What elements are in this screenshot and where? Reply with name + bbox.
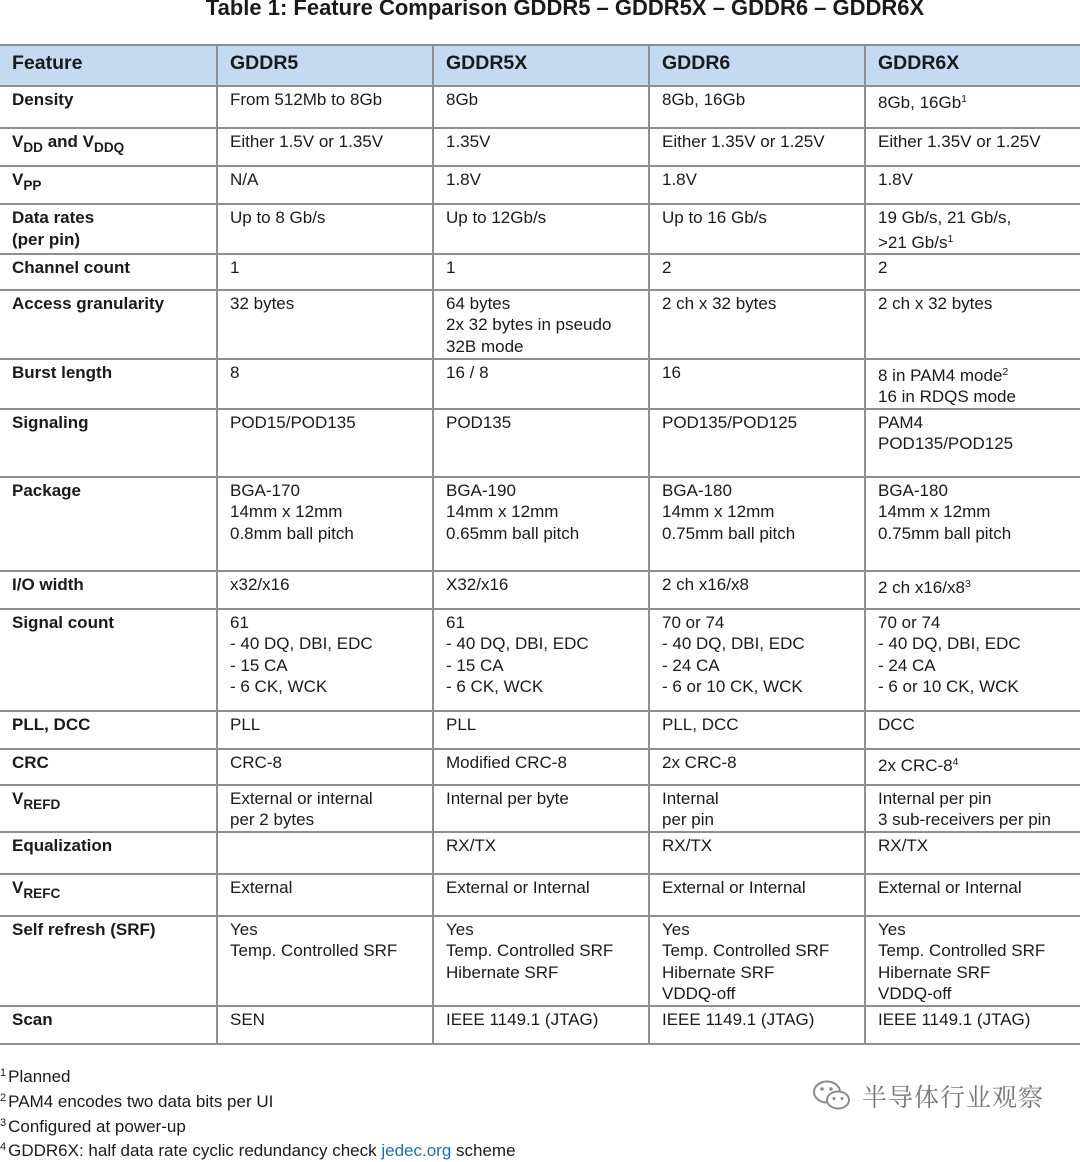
cell-gddr6: 1.8V <box>649 166 865 204</box>
feature-label: $V_{REFD}$ <box>0 785 217 832</box>
table-row <box>0 290 1080 359</box>
cell-gddr5: 61 - 40 DQ, DBI, EDC - 15 CA - 6 CK, WCK <box>217 609 433 711</box>
table-row <box>0 1006 1080 1044</box>
table-row <box>0 916 1080 1006</box>
table-row <box>0 749 1080 785</box>
wechat-icon <box>812 1079 852 1113</box>
feature-label: $V_{PP}$ <box>0 166 217 204</box>
cell-gddr6x: 2x CRC-$8^4$ <box>865 749 1080 785</box>
cell-gddr6x: External or Internal <box>865 874 1080 916</box>
cell-gddr6: Yes Temp. Controlled SRF Hibernate SRF VDDQ-off <box>649 916 865 1006</box>
cell-gddr6: IEEE 1149.1 (JTAG) <box>649 1006 865 1044</box>
cell-gddr5x: POD135 <box>433 409 649 477</box>
cell-gddr6: PLL, DCC <box>649 711 865 749</box>
cell-gddr6x: RX/TX <box>865 832 1080 874</box>
cell-gddr5x: PLL <box>433 711 649 749</box>
watermark-text: 半导体行业观察 <box>862 1084 1045 1112</box>
cell-gddr6: 2x CRC-8 <box>649 749 865 785</box>
cell-gddr6: Internal per pin <box>649 785 865 832</box>
cell-gddr6x: 2 ch x 32 bytes <box>865 290 1080 359</box>
cell-gddr6: Up to 16 Gb/s <box>649 204 865 254</box>
cell-gddr5x: X32/x16 <box>433 571 649 609</box>
cell-gddr5x: Up to 12Gb/s <box>433 204 649 254</box>
feature-label: Data rates (per pin) <box>0 204 217 254</box>
cell-gddr6: POD135/POD125 <box>649 409 865 477</box>
cell-gddr5x: 8Gb <box>433 86 649 128</box>
feature-label: PLL, DCC <box>0 711 217 749</box>
table-row <box>0 166 1080 204</box>
header-row <box>0 45 1080 86</box>
cell-gddr5: CRC-8 <box>217 749 433 785</box>
feature-label: Signaling <box>0 409 217 477</box>
cell-gddr6x: BGA-180 14mm x 12mm 0.75mm ball pitch <box>865 477 1080 571</box>
cell-gddr5x: 1 <box>433 254 649 290</box>
cell-gddr5: 32 bytes <box>217 290 433 359</box>
cell-gddr5x: 61 - 40 DQ, DBI, EDC - 15 CA - 6 CK, WCK <box>433 609 649 711</box>
footnote-4: $^4$ GDDR6X: half data rate cyclic redundancy check jedec.org scheme <box>0 1141 516 1161</box>
cell-gddr5x: 1.8V <box>433 166 649 204</box>
table-row <box>0 359 1080 409</box>
cell-gddr6: External or Internal <box>649 874 865 916</box>
cell-gddr5x: 64 bytes 2x 32 bytes in pseudo 32B mode <box>433 290 649 359</box>
cell-gddr6: RX/TX <box>649 832 865 874</box>
cell-gddr6: 70 or 74 - 40 DQ, DBI, EDC - 24 CA - 6 or 10 CK, WCK <box>649 609 865 711</box>
cell-gddr5x: 16 / 8 <box>433 359 649 409</box>
cell-gddr6x: 1.8V <box>865 166 1080 204</box>
cell-gddr5: Yes Temp. Controlled SRF <box>217 916 433 1006</box>
cell-gddr5: SEN <box>217 1006 433 1044</box>
cell-gddr6: BGA-180 14mm x 12mm 0.75mm ball pitch <box>649 477 865 571</box>
footnote-2: $^2$ PAM4 encodes two data bits per UI <box>0 1091 274 1111</box>
header-feature: Feature <box>0 45 217 86</box>
cell-gddr5x: RX/TX <box>433 832 649 874</box>
table-row <box>0 609 1080 711</box>
footnotes <box>0 1063 516 1162</box>
jedec-link[interactable]: jedec.org <box>381 1141 452 1161</box>
cell-gddr6: 2 ch x 32 bytes <box>649 290 865 359</box>
cell-gddr5x: 1.35V <box>433 128 649 166</box>
cell-gddr5: PLL <box>217 711 433 749</box>
cell-gddr6: 2 ch x16/x8 <box>649 571 865 609</box>
cell-gddr5: Either 1.5V or 1.35V <box>217 128 433 166</box>
cell-gddr6x: Internal per pin 3 sub-receivers per pin <box>865 785 1080 832</box>
cell-gddr6x: 8 in PAM4 mode$^2$ 16 in RDQS mode <box>865 359 1080 409</box>
table-body <box>0 86 1080 1044</box>
feature-label: $V_{REFC}$ <box>0 874 217 916</box>
cell-gddr6x: 70 or 74 - 40 DQ, DBI, EDC - 24 CA - 6 or 10 CK, WCK <box>865 609 1080 711</box>
table-row <box>0 711 1080 749</box>
table-row <box>0 128 1080 166</box>
feature-label: Signal count <box>0 609 217 711</box>
feature-label: Density <box>0 86 217 128</box>
feature-label: $V_{DD}$ and $V_{DDQ}$ <box>0 128 217 166</box>
cell-gddr6: 2 <box>649 254 865 290</box>
cell-gddr6: Either 1.35V or 1.25V <box>649 128 865 166</box>
table-row <box>0 254 1080 290</box>
feature-label: CRC <box>0 749 217 785</box>
table-row <box>0 785 1080 832</box>
feature-label: Burst length <box>0 359 217 409</box>
table-row <box>0 571 1080 609</box>
cell-gddr5: From 512Mb to 8Gb <box>217 86 433 128</box>
cell-gddr5: 8 <box>217 359 433 409</box>
cell-gddr5x: Yes Temp. Controlled SRF Hibernate SRF <box>433 916 649 1006</box>
table-title: Table 1: Feature Comparison GDDR5 – GDDR5X – GDDR6 – GDDR6X <box>205 0 925 20</box>
cell-gddr5x: Internal per byte <box>433 785 649 832</box>
header-gddr6: GDDR6 <box>649 45 865 86</box>
cell-gddr6x: PAM4 POD135/POD125 <box>865 409 1080 477</box>
cell-gddr6x: DCC <box>865 711 1080 749</box>
cell-gddr5: BGA-170 14mm x 12mm 0.8mm ball pitch <box>217 477 433 571</box>
footnote-1: $^1$ Planned <box>0 1067 71 1086</box>
table-row <box>0 874 1080 916</box>
header-gddr5x: GDDR5X <box>433 45 649 86</box>
cell-gddr5: 1 <box>217 254 433 290</box>
cell-gddr5 <box>217 832 433 874</box>
cell-gddr6x: 19 Gb/s, 21 Gb/s, >21 $Gb/s^1$ <box>865 204 1080 254</box>
cell-gddr6: 16 <box>649 359 865 409</box>
cell-gddr5: External or internal per 2 bytes <box>217 785 433 832</box>
cell-gddr5: N/A <box>217 166 433 204</box>
cell-gddr5: x32/x16 <box>217 571 433 609</box>
cell-gddr5x: BGA-190 14mm x 12mm 0.65mm ball pitch <box>433 477 649 571</box>
feature-label: Access granularity <box>0 290 217 359</box>
feature-label: Package <box>0 477 217 571</box>
cell-gddr5: External <box>217 874 433 916</box>
table-row <box>0 409 1080 477</box>
cell-gddr6x: IEEE 1149.1 (JTAG) <box>865 1006 1080 1044</box>
cell-gddr6: 8Gb, 16Gb <box>649 86 865 128</box>
header-gddr5: GDDR5 <box>217 45 433 86</box>
cell-gddr5: Up to 8 Gb/s <box>217 204 433 254</box>
feature-label: Self refresh (SRF) <box>0 916 217 1006</box>
cell-gddr6x: Either 1.35V or 1.25V <box>865 128 1080 166</box>
table-row <box>0 832 1080 874</box>
cell-gddr6x: Yes Temp. Controlled SRF Hibernate SRF VDDQ-off <box>865 916 1080 1006</box>
cell-gddr6x: 2 ch $x16/x8^3$ <box>865 571 1080 609</box>
feature-label: Scan <box>0 1006 217 1044</box>
cell-gddr5: POD15/POD135 <box>217 409 433 477</box>
feature-label: Channel count <box>0 254 217 290</box>
table-row <box>0 204 1080 254</box>
feature-label: I/O width <box>0 571 217 609</box>
table-row <box>0 477 1080 571</box>
feature-comparison-table <box>0 44 1080 1045</box>
cell-gddr5x: External or Internal <box>433 874 649 916</box>
header-gddr6x: GDDR6X <box>865 45 1080 86</box>
footnote-3: $^3$ Configured at power-up <box>0 1116 186 1136</box>
cell-gddr5x: Modified CRC-8 <box>433 749 649 785</box>
cell-gddr5x: IEEE 1149.1 (JTAG) <box>433 1006 649 1044</box>
table-row <box>0 86 1080 128</box>
cell-gddr6x: 8Gb, 16Gb$^1$ <box>865 86 1080 128</box>
feature-label: Equalization <box>0 832 217 874</box>
watermark <box>812 1078 1044 1114</box>
cell-gddr6x: 2 <box>865 254 1080 290</box>
